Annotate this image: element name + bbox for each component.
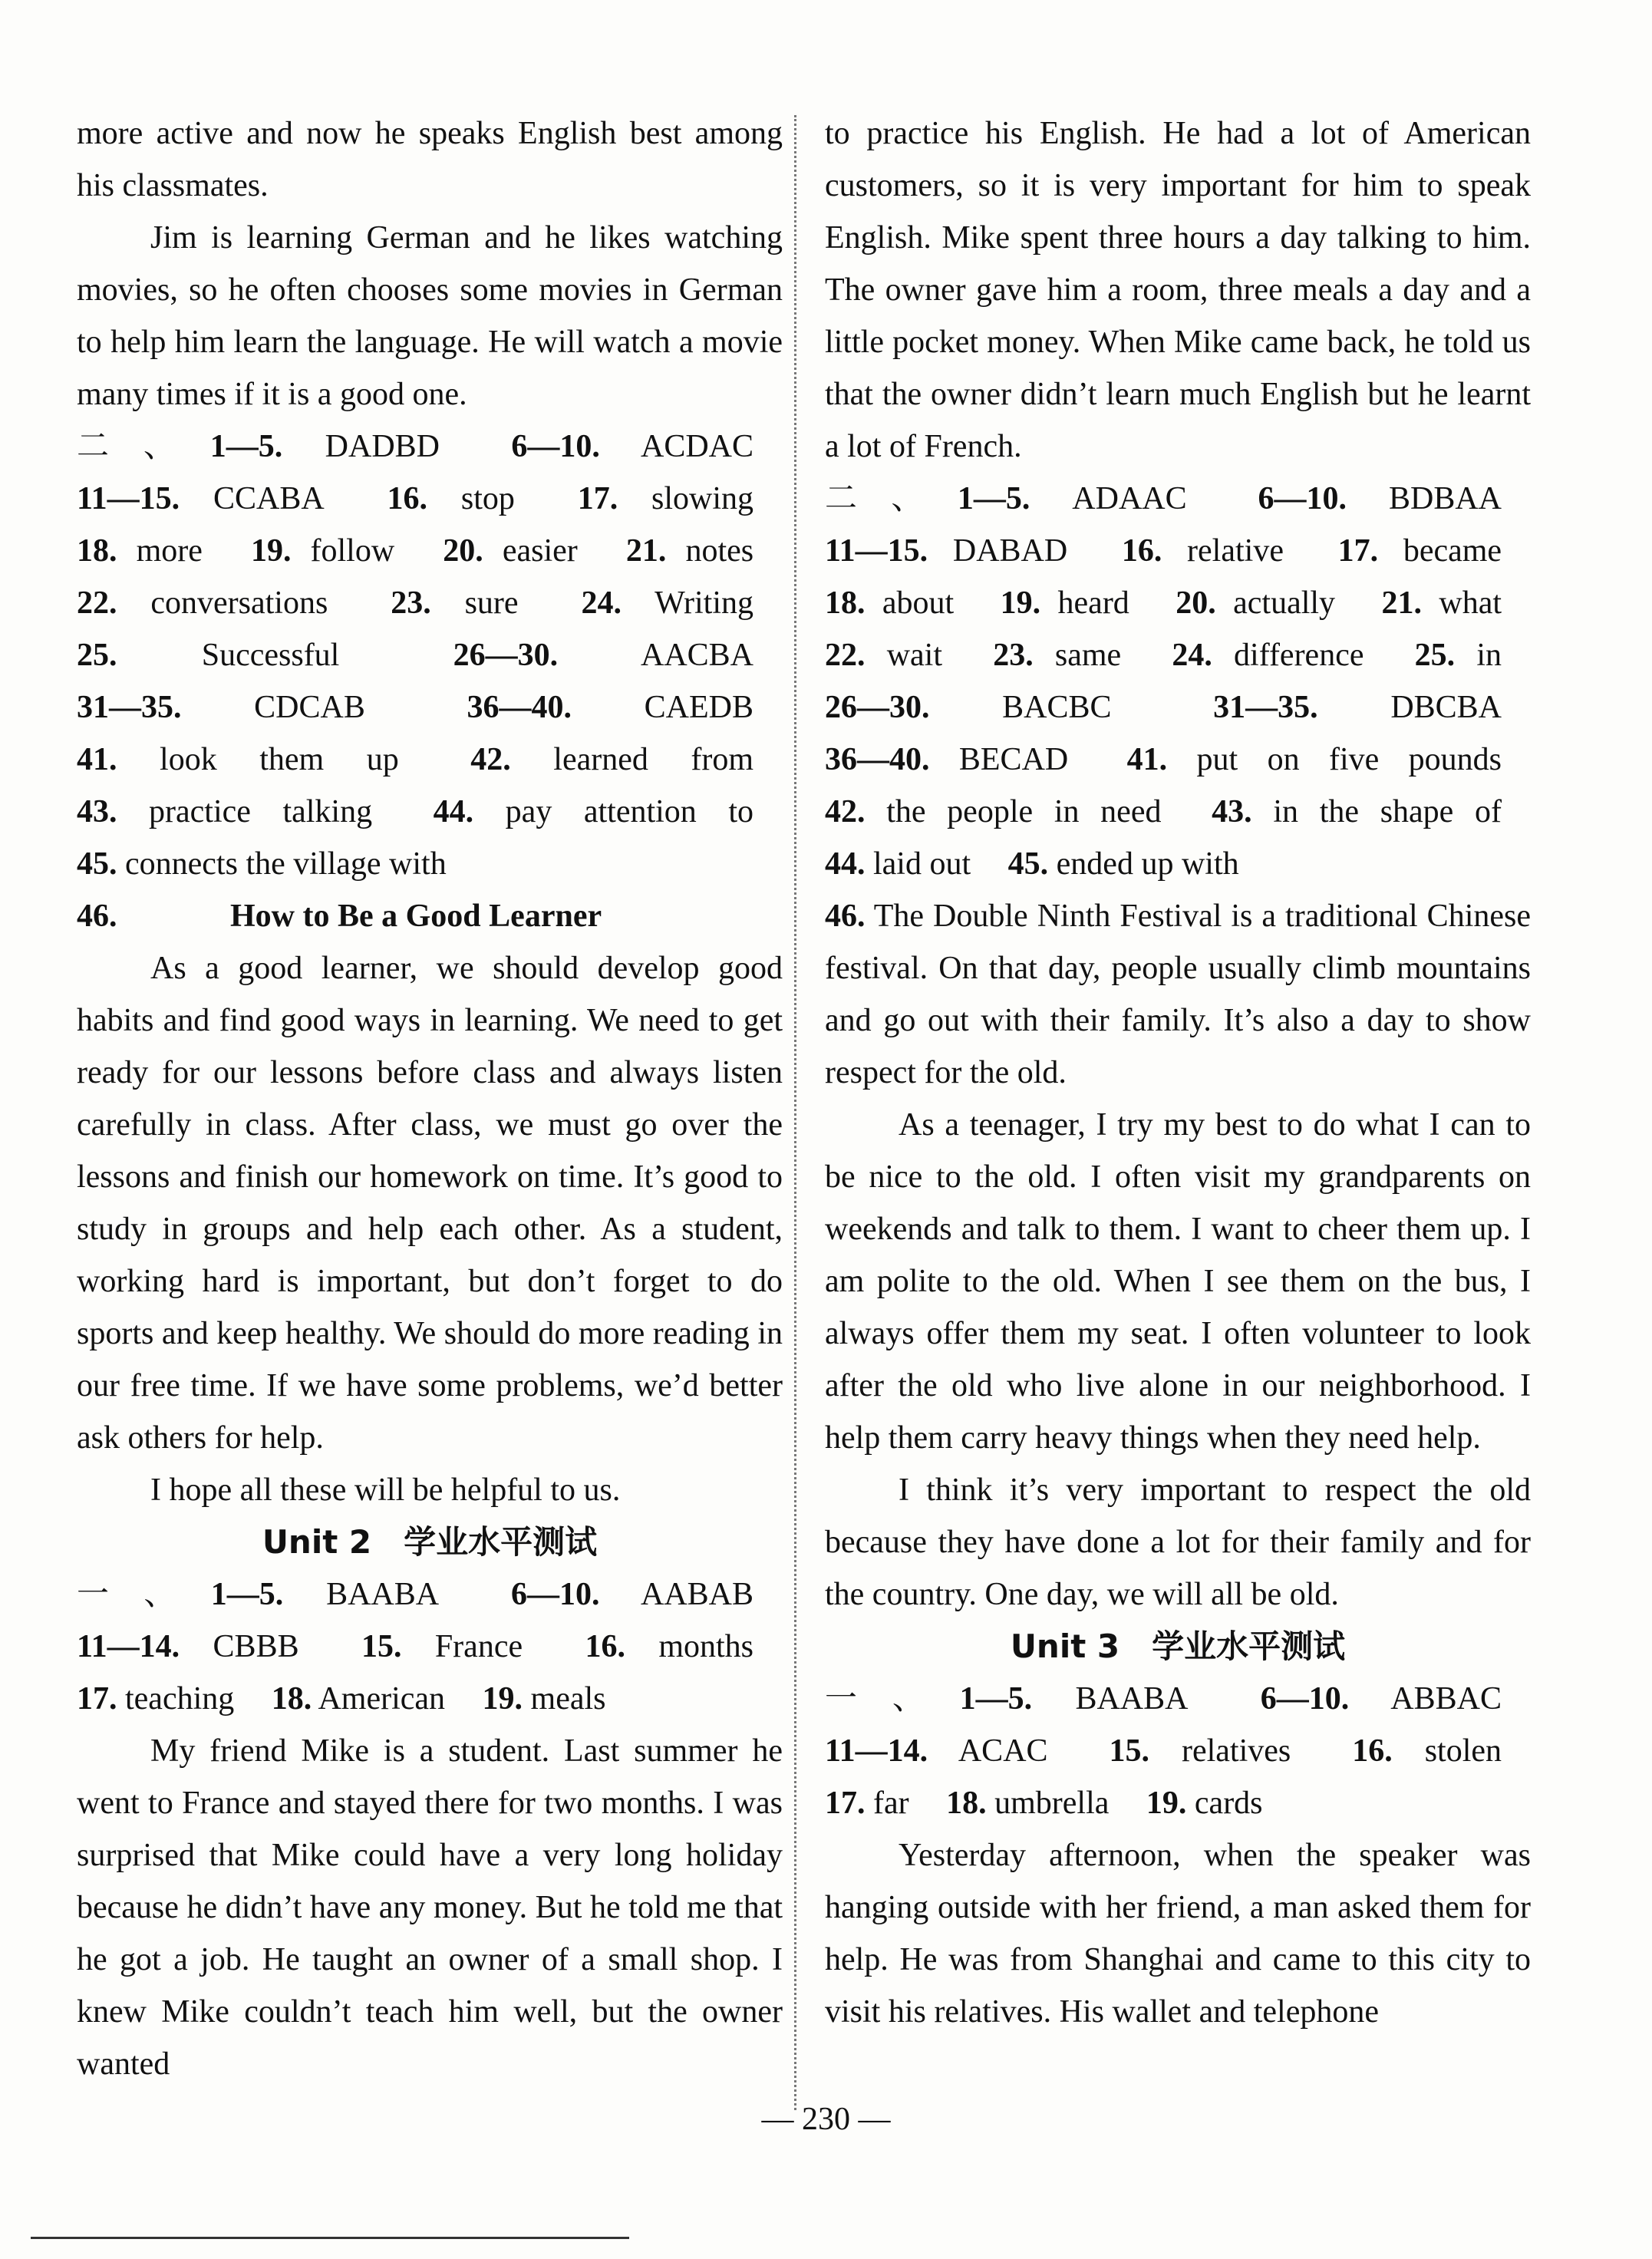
answer-num: 31—35. — [77, 690, 182, 725]
paragraph: I think it’s very important to respect the old because they have done a lot for their family and for the country. One day, we will all be old. — [825, 1472, 1531, 1612]
section-prefix: 一、 — [77, 1577, 211, 1612]
answer-value: Successful — [201, 638, 340, 673]
unit-2-answers — [77, 1568, 783, 1725]
answer-num: 21. — [1381, 585, 1422, 621]
answer-num: 23. — [993, 638, 1034, 673]
answer-value: CBBB — [213, 1629, 299, 1664]
answer-num: 16. — [1352, 1733, 1393, 1769]
unit-2-title: Unit 2 学业水平测试 — [262, 1523, 598, 1561]
section-prefix: 一、 — [825, 1681, 960, 1717]
answer-num: 19. — [1146, 1786, 1187, 1821]
answer-value: stolen — [1424, 1733, 1502, 1769]
answer-value: in — [1476, 638, 1502, 673]
answer-num: 15. — [361, 1629, 402, 1664]
answer-num: 6—10. — [510, 1577, 600, 1612]
answer-num: 19. — [250, 533, 292, 569]
answer-value: look them up — [160, 742, 399, 777]
essay-text: The Double Ninth Festival is a traditional Chinese festival. On that day, people usually climb mountains and go out with their family. It’s also a day to show respect for the old. — [825, 899, 1531, 1090]
section-prefix: 二、 — [77, 429, 210, 464]
answer-num: 17. — [577, 481, 618, 516]
answer-num: 23. — [391, 585, 431, 621]
answer-value: laid out — [873, 846, 971, 882]
answer-value: heard — [1057, 585, 1129, 621]
answer-num: 18. — [946, 1786, 987, 1821]
page-number: — 230 — — [761, 2102, 891, 2137]
answer-value: American — [318, 1681, 446, 1717]
answer-num: 18. — [271, 1681, 312, 1717]
paragraph: Jim is learning German and he likes watching movies, so he often chooses some movies in German to help him learn the language. He will watch a movie many times if it is a good one. — [77, 220, 783, 412]
answer-num: 6—10. — [1260, 1681, 1350, 1717]
answer-value: far — [873, 1786, 909, 1821]
answer-num: 1—5. — [209, 429, 283, 464]
essay-number: 46. — [77, 899, 117, 934]
answer-value: AACBA — [640, 638, 754, 673]
answer-num: 17. — [825, 1786, 866, 1821]
answer-value: stop — [460, 481, 515, 516]
answer-value: about — [882, 585, 955, 621]
answer-value: ended up with — [1056, 846, 1239, 882]
answer-value: same — [1054, 638, 1122, 673]
answer-num: 15. — [1109, 1733, 1150, 1769]
answer-num: 44. — [825, 846, 866, 882]
answer-value: months — [658, 1629, 754, 1664]
answer-num: 17. — [1337, 533, 1379, 569]
answer-num: 16. — [585, 1629, 625, 1664]
answer-num: 36—40. — [467, 690, 572, 725]
answer-num: 41. — [77, 742, 117, 777]
answer-value: France — [434, 1629, 523, 1664]
answer-num: 18. — [825, 585, 866, 621]
answer-num: 45. — [77, 846, 117, 882]
answer-value: practice talking — [149, 794, 373, 829]
answer-num: 43. — [77, 794, 117, 829]
answer-value: sure — [464, 585, 519, 621]
answer-num: 16. — [387, 481, 428, 516]
answer-num: 41. — [1126, 742, 1168, 777]
paragraph: As a good learner, we should develop good habits and find good ways in learning. We need to get ready for our lessons before class and always listen carefully in class. After class, we must go over the lessons and finish our homework on time. It’s good to study in groups and help each other. As a student, working hard is important, but don’t forget to do sports and keep healthy. We should do more reading in our free time. If we have some problems, we’d better ask others for help. — [77, 951, 783, 1456]
answer-num: 11—14. — [77, 1629, 180, 1664]
answer-value: BACBC — [1002, 690, 1112, 725]
section-prefix: 二、 — [825, 481, 958, 516]
paragraph — [825, 890, 1531, 1099]
answer-num: 31—35. — [1213, 690, 1318, 725]
answer-num: 21. — [625, 533, 667, 569]
answer-value: meals — [530, 1681, 606, 1717]
answer-num: 11—15. — [825, 533, 928, 569]
answer-value: DADBD — [325, 429, 440, 464]
answer-value: slowing — [651, 481, 754, 516]
answer-num: 16. — [1121, 533, 1162, 569]
answer-num: 22. — [77, 585, 117, 621]
answer-value: easier — [502, 533, 578, 569]
answer-value: put on five pounds — [1196, 742, 1502, 777]
answer-num: 1—5. — [957, 481, 1030, 516]
answer-value: CDCAB — [254, 690, 365, 725]
paragraph: Yesterday afternoon, when the speaker was hanging outside with her friend, a man asked them for help. He was from Shanghai and came to this city to visit his relatives. His wallet and telephone — [825, 1838, 1531, 2030]
answer-value: DBCBA — [1390, 690, 1502, 725]
answer-num: 43. — [1212, 794, 1252, 829]
essay-title: How to Be a Good Learner — [230, 899, 602, 934]
answer-num: 17. — [77, 1681, 117, 1717]
answer-num: 25. — [77, 638, 117, 673]
answer-value: became — [1403, 533, 1502, 569]
answer-num: 18. — [77, 533, 117, 569]
answer-value: actually — [1233, 585, 1336, 621]
answer-value: what — [1439, 585, 1502, 621]
paragraph: My friend Mike is a student. Last summer he went to France and stayed there for two months. I was surprised that Mike could have a very long holiday because he didn’t have any money. But he told me that he got a job. He taught an owner of a small shop. I knew Mike couldn’t teach him well, but the owner wanted — [77, 1733, 783, 2082]
right-column — [825, 107, 1531, 2038]
answer-value: notes — [685, 533, 754, 569]
answer-value: learned from — [553, 742, 754, 777]
answer-num: 11—15. — [77, 481, 180, 516]
answer-value: ADAAC — [1072, 481, 1187, 516]
answer-num: 19. — [1000, 585, 1041, 621]
answer-num: 44. — [433, 794, 474, 829]
answer-value: difference — [1234, 638, 1364, 673]
answer-value: more — [136, 533, 203, 569]
answer-value: ABBAC — [1390, 1681, 1502, 1717]
answer-value: DABAD — [952, 533, 1068, 569]
answer-num: 1—5. — [210, 1577, 284, 1612]
answer-value: relative — [1187, 533, 1284, 569]
answer-value: ACAC — [958, 1733, 1048, 1769]
answer-num: 36—40. — [825, 742, 930, 777]
answer-value: BECAD — [958, 742, 1069, 777]
essay-number: 46. — [825, 899, 866, 934]
answer-num: 6—10. — [1258, 481, 1347, 516]
answer-value: CCABA — [213, 481, 325, 516]
unit-3-title: Unit 3 学业水平测试 — [1010, 1627, 1346, 1665]
answer-value: umbrella — [994, 1786, 1110, 1821]
column-divider — [794, 115, 796, 2110]
answer-value: connects the village with — [125, 846, 447, 882]
answer-value: wait — [886, 638, 942, 673]
answer-value: in the shape of — [1273, 794, 1502, 829]
answer-value: BAABA — [1075, 1681, 1189, 1717]
paragraph: to practice his English. He had a lot of American customers, so it is very important for him to speak English. Mike spent three hours a day talking to him. The owner gave him a room, three meals a day and a little pocket money. When Mike came back, he told us that the owner didn’t learn much English but he learnt a lot of French. — [825, 116, 1531, 464]
answer-value: BDBAA — [1388, 481, 1502, 516]
answer-num: 19. — [482, 1681, 523, 1717]
answer-num: 20. — [1176, 585, 1216, 621]
answer-value: BAABA — [326, 1577, 440, 1612]
answer-section-2 — [77, 420, 783, 890]
answer-value: follow — [310, 533, 395, 569]
answer-num: 25. — [1414, 638, 1456, 673]
answer-value: Writing — [655, 585, 754, 621]
bottom-rule — [31, 2237, 629, 2239]
answer-num: 26—30. — [825, 690, 930, 725]
answer-section-2 — [825, 473, 1531, 890]
paragraph: As a teenager, I try my best to do what I can to be nice to the old. I often visit my grandparents on weekends and talk to them. I want to cheer them up. I am polite to the old. When I see them on the bus, I always offer them my seat. I often volunteer to look after the old who live alone in our neighborhood. I help them carry heavy things when they need help. — [825, 1107, 1531, 1456]
answer-num: 26—30. — [453, 638, 559, 673]
answer-value: cards — [1194, 1786, 1263, 1821]
answer-num: 42. — [825, 794, 866, 829]
unit-3-answers — [825, 1673, 1531, 1829]
answer-num: 6—10. — [511, 429, 600, 464]
paragraph: more active and now he speaks English best among his classmates. — [77, 116, 783, 203]
left-column — [77, 107, 783, 2090]
answer-value: relatives — [1181, 1733, 1291, 1769]
answer-value: ACDAC — [640, 429, 754, 464]
answer-num: 20. — [443, 533, 483, 569]
answer-num: 22. — [825, 638, 866, 673]
answer-num: 45. — [1007, 846, 1049, 882]
answer-num: 42. — [470, 742, 511, 777]
answer-num: 24. — [581, 585, 622, 621]
answer-value: pay attention to — [505, 794, 753, 829]
answer-value: teaching — [125, 1681, 235, 1717]
answer-num: 1—5. — [959, 1681, 1033, 1717]
answer-num: 24. — [1172, 638, 1212, 673]
answer-num: 11—14. — [825, 1733, 928, 1769]
answer-value: conversations — [150, 585, 328, 621]
essay-heading — [77, 890, 783, 942]
paragraph: I hope all these will be helpful to us. — [150, 1472, 621, 1508]
answer-value: CAEDB — [644, 690, 754, 725]
answer-value: AABAB — [640, 1577, 754, 1612]
answer-value: the people in need — [886, 794, 1162, 829]
